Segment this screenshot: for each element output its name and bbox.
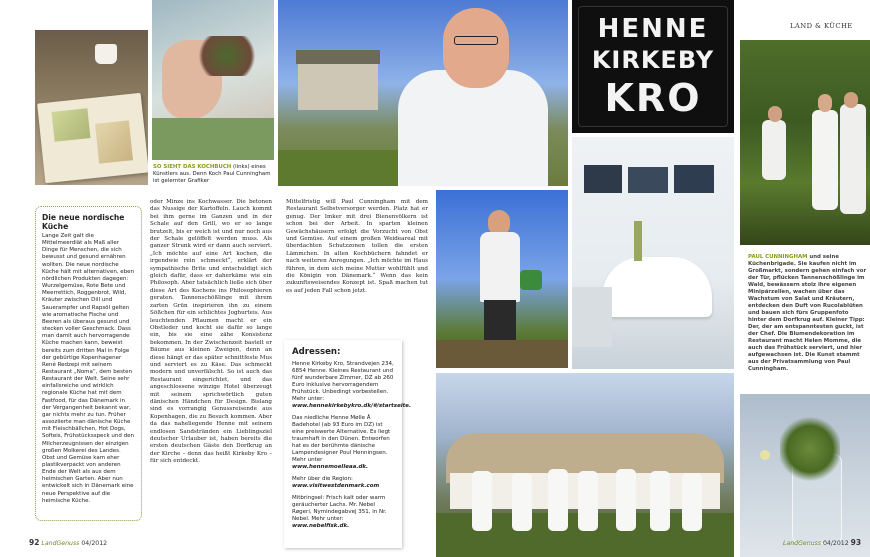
brigade-field-photo <box>740 40 870 245</box>
henne-kirkeby-kro-sign <box>572 0 734 133</box>
caption-lead: SO SIEHT DAS KOCHBUCH <box>153 164 232 170</box>
section-tag: LAND & KÜCHE <box>790 22 853 30</box>
group-photo <box>436 373 734 557</box>
link-nebelfisk[interactable]: www.nebelfisk.dk. <box>292 523 350 529</box>
cookbook-photo <box>35 30 148 185</box>
issue-left: 04/2012 <box>81 540 108 547</box>
article-column-1 <box>150 199 272 529</box>
magazine-brand-right: LandGenuss <box>783 540 821 547</box>
magazine-brand-left: LandGenuss <box>41 540 80 547</box>
article-column-2 <box>286 199 428 334</box>
sidebar-text: Lange Zeit galt die Mittelmeerdiät als Maß aller Dinge für Menschen, die sich bewusst und gesund ernähren wollten. Die neue nordische Küche hält mit alternativen, eben nördlichen Produkten dagegen: Wurzelgemüse, Rote Bete und Meerrettich, Roggenbrot, Wild, Kräuter zwischen Dill und Sauerampfer und Rapsöl gelten wie aromatische Fische und Beeren als überaus gesund und stecken voller Geschmack. Dass man damit auch hervorragende Küche machen kann, beweist bereits zum dritten Mal in Folge der gebürtige Kopenhagener René Redzepi mit seinem Restaurant „Noma“, dem besten Restaurant der Welt. Seine sehr einfallsreiche und wirklich regionale Küche hat mit dem Fastfood, für das Dänemark in der Vergangenheit bekannt war, gar nichts mehr zu tun. Früher assoziierte man dänische Küche mit Fleischbällchen, Hot Dogs, Softeis, Frühstücksspeck und den Milcherzeugnissen der einzigen großen Molkerei des Landes. Obst und Gemüse kam eher plastikverpackt von anderen Ende der Welt als aus dem heimischen Garten. Aber nun entwickelt sich in Dänemark eine neue Perspektive auf die heimische Küche. <box>42 233 135 504</box>
right-folio <box>783 538 861 547</box>
column-2-text: Mittelfristig will Paul Cunningham mit dem Restaurant Selbstversorger werden. Platz hat er genug. Der Imker mit drei Bienenvölkern ist schon bei der Arbeit. In sparten kleinen Gewächshäusern erfolgt die Vorzucht von Obst und Gemüse. Auf einem großen Weideareal mit überdachten Schutzzonen tollen die ersten Lämmchen. In alten Kochbüchern fahndet er nach weiteren Anregungen. „Ich möchte im Haus führen, in dem sich meine Mutter wohlfühlt und die Königin von Dänemark.“ Wenn das kein zukunftsweisendes Konzept ist. Spaß machen tut es auf jeden Fall schon jetzt. <box>286 199 428 294</box>
address-title: Adressen: <box>292 347 341 357</box>
right-photo-caption <box>748 254 868 373</box>
left-folio <box>29 538 107 547</box>
nordic-cuisine-sidebar <box>35 206 142 521</box>
link-visit-westdenmark[interactable]: www.visitwestdenmark.com <box>292 483 380 489</box>
page-number-left: 92 <box>29 538 40 547</box>
issue-right: 04/2012 <box>822 540 849 547</box>
flower-vase-photo <box>740 394 870 557</box>
right-caption-rest: und seine Küchenbrigade. Sie kaufen nicht im Großmarkt, sondern gehen einfach vor der Tür, pflücken Tannenschößlinge im Wald, bewässern stolz ihre eigenen Minipärzellen, wachen über das Wachstum von Salat und Kräutern, entdecken den Duft von Rucolablüten und bauen sich fürs Gruppenfoto hinter dem Dorfkrug auf. Kleiner Tipp: Der, der am entspanntesten guckt, ist der Chef. Die Blumendekoration im Restaurant macht Helen Momme, die auch das Frühstück serviert, und hier aufgewachsen ist. Die Kunst stammt aus der Privatsammlung von Paul Cunningham. <box>748 254 867 372</box>
right-caption-lead: PAUL CUNNINGHAM <box>748 254 808 260</box>
caption-rest: (links) eines Künstlers aus. Denn Koch Paul Cunningham ist gelernter Grafiker <box>153 164 271 184</box>
chef-tasting-photo <box>278 0 568 186</box>
left-photo-caption <box>153 164 273 185</box>
link-henne-kirkeby[interactable]: www.hennekirkebykro.dk/#/startseite. <box>292 403 412 409</box>
chef-watering-photo <box>436 190 568 368</box>
address-box <box>284 340 412 548</box>
address-hotel-2: Das niedliche Henne Mølle Å Badehotel (ab 93 Euro im DZ) ist eine preiswerte Alternative. Es liegt traumhaft in den Dünen. Entworfen hat es der berühmte dänische Lampendesigner Poul Henningsen. Mehr unter www.hennemoelleaa.dk. <box>292 415 391 470</box>
sign-line-3: KRO <box>604 76 702 120</box>
address-hotel-1: Henne Kirkeby Kro, Strandvejen 234, 6854 Henne. Kleines Restaurant und fünf wunderbare Zimmer, DZ ab 260 Euro inklusive hervorragendem Frühstück. Unbedingt vorbestellen. Mehr unter: www.hennekirkebykro.dk/#/startseite. <box>292 361 412 409</box>
address-region: Mehr über die Region: www.visitwestdenmark.com <box>292 476 380 489</box>
sign-line-1: HENNE <box>597 14 709 44</box>
address-souvenir: Mitbringsel: Frisch kalt oder warm geräucherter Lachs. Mr. Nebel Røgeri, Nymindegabvej 351, in Nr. Nebel. Mehr unter: www.nebelfisk.dk. <box>292 495 387 529</box>
column-1-text: oder Minze ins Kochwasser. Die betonen das Nussige der Kartoffeln. Lauch kommt bei ihm gerne im Ganzen und in der Schale auf den Grill, wo er so lange brutzelt, bis er weich ist und nur noch aus der Schale gelöffelt werden muss. Als ganzer Strunk wird er dann auch serviert. „Ich möchte auf eine Art kochen, die irgendwie rein schmeckt“, erklärt der sympathische Brite und entschuldigt sich gleich dafür, dass er daherkäme wie ein Philosoph. Aber tatsächlich ließe sich über diese Art des Kochens ins Philosophieren geraten. Tannenschößlinge mit ihrem zarten Grün inspirieren ihn zu einem Sößchen für ein schlichtes Joghurteis. Aus leuchtenden Pflaumen macht er ein Obstleder und kocht sie dafür so lange ein, bis sie eine zähe Konsistenz bekommen. In der Zwischenzeit bastelt er Bäume aus kleinen Zweigen, denn an diese hängt er das später schnittfeste Mus und serviert es zu Käse. Das schmeckt modern und unverfälscht. So ist auch das Restaurant eingerichtet, und das angeschlossene winzige Hotel überzeugt mit seinem sprichwörtlich guten dänischen Händchen für Design. Bislang sind es vorrangig Genussreisende aus Kopenhagen, die zu Besuch kommen. Aber da das naheliegende Henne mit seinem endlosen Sandstränden ein Lieblingsziel deutscher Urlauber ist, haben bereits die ersten deutschen Gäste den Dorfkrug an der Kirche – denn das heißt Kirkeby Kro – für sich entdeckt. <box>150 199 272 465</box>
hand-herb-photo <box>152 0 274 160</box>
dining-room-photo <box>572 137 734 369</box>
sign-line-2: KIRKEBY <box>591 46 715 74</box>
sidebar-title: Die neue nordische Küche <box>42 213 125 231</box>
page-number-right: 93 <box>850 538 862 547</box>
link-henne-moelle[interactable]: www.hennemoelleaa.dk. <box>292 464 369 470</box>
